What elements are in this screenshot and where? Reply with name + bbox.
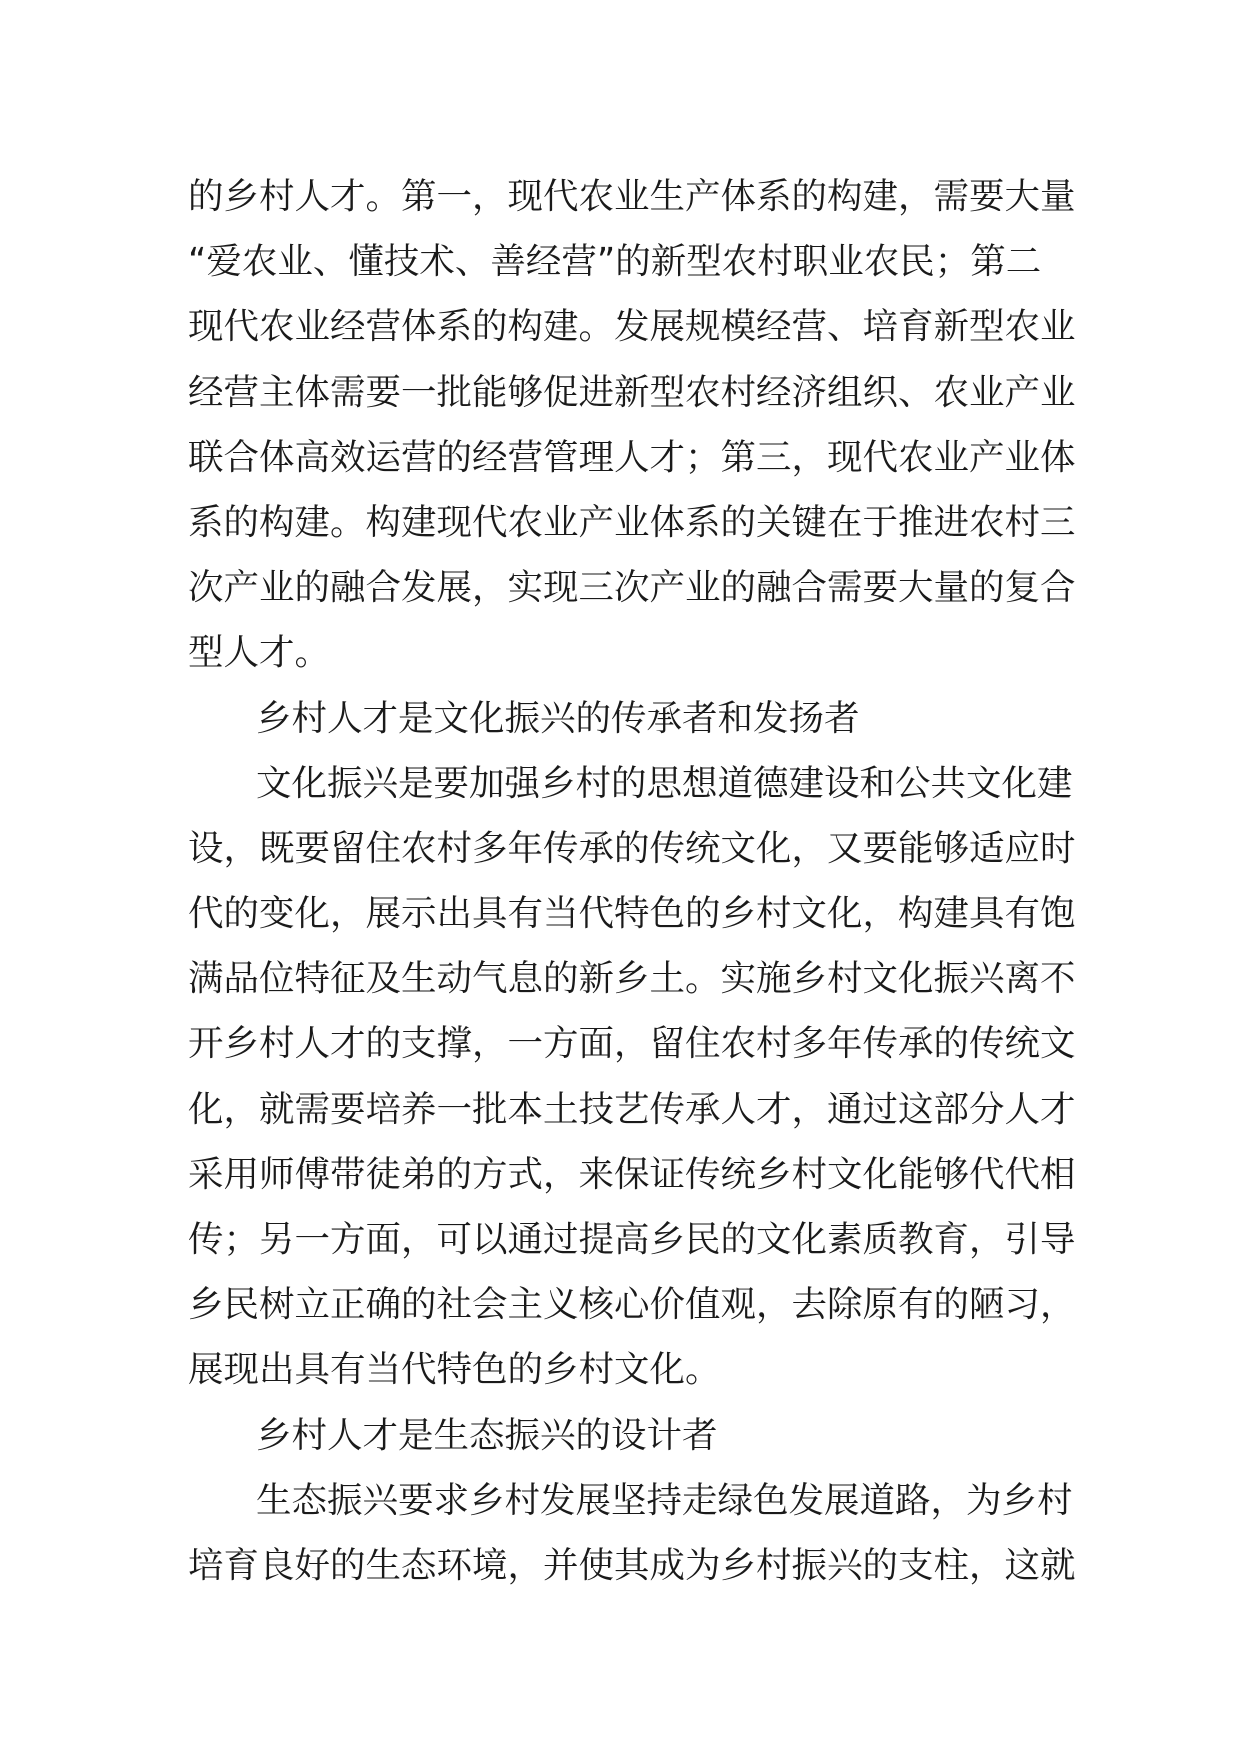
section-heading: 乡村人才是文化振兴的传承者和发扬者 bbox=[256, 697, 860, 739]
text-line: 经营主体需要一批能够促进新型农村经济组织、农业产业 bbox=[188, 371, 1076, 413]
text-line: 传；另一方面，可以通过提高乡民的文化素质教育，引导 bbox=[188, 1219, 1076, 1260]
text-line: 现代农业经营体系的构建。发展规模经营、培育新型农业 bbox=[188, 306, 1076, 348]
text-line: 联合体高效运营的经营管理人才；第三，现代农业产业体 bbox=[188, 436, 1076, 478]
text-line: 设，既要留住农村多年传承的传统文化，又要能够适应时 bbox=[188, 827, 1076, 869]
body-text bbox=[188, 164, 1076, 1598]
text-line: 型人才。 bbox=[188, 632, 331, 674]
text-line: 系的构建。构建现代农业产业体系的关键在于推进农村三 bbox=[188, 501, 1076, 543]
section-heading: 乡村人才是生态振兴的设计者 bbox=[256, 1414, 718, 1456]
text-line: 培育良好的生态环境，并使其成为乡村振兴的支柱，这就 bbox=[188, 1544, 1076, 1586]
text-line: 化，就需要培养一批本土技艺传承人才，通过这部分人才 bbox=[188, 1088, 1076, 1130]
text-line: 采用师傅带徒弟的方式，来保证传统乡村文化能够代代相 bbox=[188, 1153, 1076, 1195]
text-line: 满品位特征及生动气息的新乡土。实施乡村文化振兴离不 bbox=[188, 958, 1076, 1000]
text-line: 的乡村人才。第一，现代农业生产体系的构建，需要大量 bbox=[188, 176, 1076, 217]
text-line: 开乡村人才的支撑，一方面，留住农村多年传承的传统文 bbox=[188, 1023, 1076, 1065]
text-line: “爱农业、懂技术、善经营”的新型农村职业农民；第二 bbox=[188, 241, 1042, 283]
text-line: 乡民树立正确的社会主义核心价值观，去除原有的陋习， bbox=[188, 1284, 1076, 1326]
paragraph-first-line: 文化振兴是要加强乡村的思想道德建设和公共文化建 bbox=[256, 762, 1073, 804]
text-line: 代的变化，展示出具有当代特色的乡村文化，构建具有饱 bbox=[188, 893, 1076, 935]
paragraph-first-line: 生态振兴要求乡村发展坚持走绿色发展道路，为乡村 bbox=[256, 1479, 1073, 1521]
text-line: 次产业的融合发展，实现三次产业的融合需要大量的复合 bbox=[188, 567, 1076, 609]
text-line: 展现出具有当代特色的乡村文化。 bbox=[188, 1349, 721, 1391]
